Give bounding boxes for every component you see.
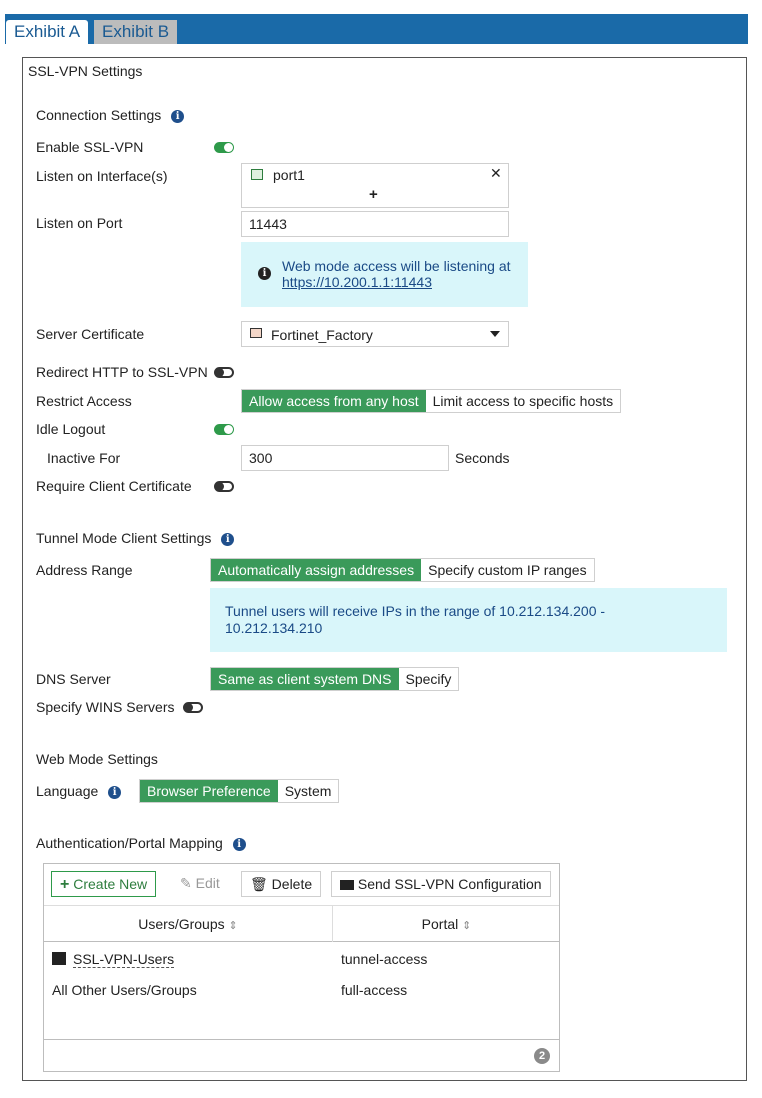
delete-button[interactable]: 🗑 Delete bbox=[241, 871, 321, 897]
require-client-cert-label: Require Client Certificate bbox=[36, 478, 192, 494]
tunnel-info-box bbox=[210, 588, 727, 652]
interface-select-box[interactable] bbox=[241, 163, 509, 208]
redirect-http-label: Redirect HTTP to SSL-VPN bbox=[36, 364, 208, 380]
info-icon[interactable]: i bbox=[108, 786, 121, 799]
portal-name: full-access bbox=[341, 982, 408, 998]
inactive-for-value: 300 bbox=[249, 450, 273, 466]
dns-server-label: DNS Server bbox=[36, 671, 111, 687]
redirect-http-toggle[interactable] bbox=[214, 367, 234, 378]
portal-column-header[interactable]: Portal ⇕ bbox=[421, 916, 472, 932]
specify-wins-toggle[interactable] bbox=[183, 702, 203, 713]
specify-dns-option[interactable]: Specify bbox=[405, 671, 452, 687]
specify-wins-label: Specify WINS Servers bbox=[36, 699, 175, 715]
ssl-vpn-settings-panel bbox=[22, 57, 747, 1081]
language-selector bbox=[139, 779, 339, 803]
listen-port-label: Listen on Port bbox=[36, 215, 123, 231]
sort-icon: ⇕ bbox=[228, 920, 238, 932]
require-client-cert-toggle[interactable] bbox=[214, 481, 234, 492]
browser-preference-option[interactable]: Browser Preference bbox=[140, 780, 278, 802]
server-certificate-select[interactable] bbox=[241, 321, 509, 347]
trash-icon: 🗑 bbox=[250, 876, 268, 892]
add-interface-icon[interactable]: + bbox=[369, 186, 378, 203]
server-certificate-value: Fortinet_Factory bbox=[271, 327, 373, 343]
tab-exhibit-a[interactable]: Exhibit A bbox=[6, 20, 88, 44]
certificate-icon bbox=[250, 328, 262, 338]
info-icon[interactable]: i bbox=[171, 110, 184, 123]
web-mode-url-link[interactable]: https://10.200.1.1:11443 bbox=[282, 274, 432, 290]
pencil-icon: ✎ bbox=[180, 875, 192, 891]
envelope-icon bbox=[340, 880, 354, 890]
auto-assign-addresses-option[interactable]: Automatically assign addresses bbox=[211, 559, 421, 581]
address-range-selector bbox=[210, 558, 595, 582]
auth-portal-heading: Authentication/Portal Mapping i bbox=[36, 835, 246, 851]
user-group-name: SSL-VPN-Users bbox=[73, 951, 175, 967]
tunnel-info-text: Tunnel users will receive IPs in the range of 10.212.134.200 - 10.212.134.210 bbox=[225, 603, 606, 636]
enable-ssl-vpn-label: Enable SSL-VPN bbox=[36, 139, 144, 155]
send-ssl-vpn-config-button[interactable]: Send SSL-VPN Configuration bbox=[331, 871, 551, 897]
enable-ssl-vpn-toggle[interactable] bbox=[214, 142, 234, 153]
server-certificate-label: Server Certificate bbox=[36, 326, 145, 342]
chevron-down-icon bbox=[490, 331, 500, 337]
idle-logout-label: Idle Logout bbox=[36, 421, 106, 437]
seconds-unit-label: Seconds bbox=[455, 450, 510, 466]
auth-portal-table bbox=[43, 863, 560, 1072]
restrict-access-selector bbox=[241, 389, 621, 413]
edit-button[interactable]: ✎ Edit bbox=[172, 871, 228, 897]
inactive-for-label: Inactive For bbox=[47, 450, 121, 466]
address-range-label: Address Range bbox=[36, 562, 133, 578]
web-mode-heading: Web Mode Settings bbox=[36, 751, 158, 767]
user-group-name: All Other Users/Groups bbox=[52, 982, 197, 998]
remove-interface-icon[interactable]: ✕ bbox=[490, 165, 502, 181]
table-header bbox=[44, 905, 559, 942]
table-row[interactable] bbox=[44, 947, 559, 975]
same-as-client-dns-option[interactable]: Same as client system DNS bbox=[211, 668, 399, 690]
language-label-group: Language i bbox=[36, 783, 121, 799]
sort-icon: ⇕ bbox=[462, 920, 472, 932]
users-groups-column-header[interactable]: Users/Groups ⇕ bbox=[44, 906, 333, 942]
table-row[interactable] bbox=[44, 978, 559, 1006]
inactive-for-input[interactable] bbox=[241, 445, 449, 471]
web-mode-info-box bbox=[241, 242, 528, 307]
info-icon[interactable]: i bbox=[233, 838, 246, 851]
web-mode-info-text: Web mode access will be listening at bbox=[282, 258, 511, 274]
restrict-access-label: Restrict Access bbox=[36, 393, 132, 409]
info-icon[interactable]: i bbox=[221, 533, 234, 546]
panel-title: SSL-VPN Settings bbox=[28, 63, 143, 79]
idle-logout-toggle[interactable] bbox=[214, 424, 234, 435]
listen-port-value: 11443 bbox=[249, 216, 287, 232]
listen-port-input[interactable] bbox=[241, 211, 509, 237]
tunnel-mode-heading: Tunnel Mode Client Settings i bbox=[36, 530, 234, 546]
plus-icon: + bbox=[60, 876, 70, 893]
interface-value: port1 bbox=[273, 167, 305, 183]
listen-interface-label: Listen on Interface(s) bbox=[36, 168, 168, 184]
connection-settings-heading: Connection Settings i bbox=[36, 107, 184, 123]
tab-exhibit-b[interactable]: Exhibit B bbox=[94, 20, 177, 44]
allow-any-host-option[interactable]: Allow access from any host bbox=[242, 390, 426, 412]
system-language-option[interactable]: System bbox=[284, 783, 332, 799]
info-icon: i bbox=[258, 267, 271, 280]
dns-server-selector bbox=[210, 667, 459, 691]
limit-specific-hosts-option[interactable]: Limit access to specific hosts bbox=[432, 393, 614, 409]
table-footer bbox=[44, 1039, 559, 1071]
custom-ip-ranges-option[interactable]: Specify custom IP ranges bbox=[428, 562, 587, 578]
user-group-icon bbox=[52, 952, 66, 965]
create-new-button[interactable]: + Create New bbox=[51, 871, 156, 897]
network-port-icon bbox=[251, 169, 263, 180]
portal-name: tunnel-access bbox=[341, 951, 428, 967]
row-count-badge: 2 bbox=[534, 1048, 550, 1064]
